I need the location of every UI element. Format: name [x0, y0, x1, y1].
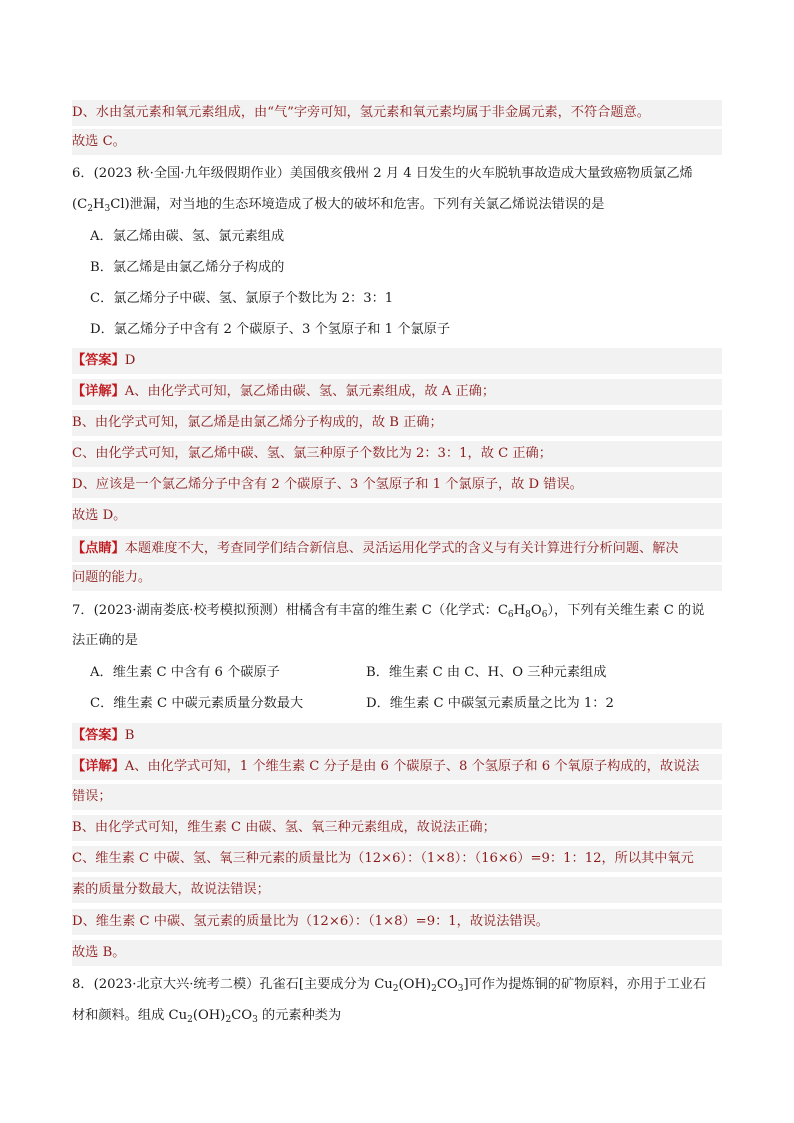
q6-detail-line1: 【详解】A、由化学式可知，氯乙烯由碳、氢、氯元素组成，故 A 正确；	[72, 379, 722, 405]
q6-detail-line4: D、应该是一个氯乙烯分子中含有 2 个碳原子、3 个氢原子和 1 个氯原子，故 D 错误。	[72, 472, 722, 498]
answer-tag: 【答案】	[72, 353, 125, 368]
q7-stem-line2: 法正确的是	[72, 633, 138, 648]
q6-stem-line2: $(C_2H_3Cl)$泄漏，对当地的生态环境造成了极大的破坏和危害。下列有关氯乙烯说法错误的是	[72, 197, 605, 214]
q6-stem-line1: 6．(2023 秋·全国·九年级假期作业）美国俄亥俄州 2 月 4 日发生的火车脱轨事故造成大量致癌物质氯乙烯	[72, 166, 693, 181]
q6-detail-line2: B、由化学式可知，氯乙烯是由氯乙烯分子构成的，故 B 正确；	[72, 410, 722, 436]
q6-option-c: C．氯乙烯分子中碳、氢、氯原子个数比为 2：3：1	[90, 291, 394, 306]
q7-conclusion: 故选 B。	[72, 940, 722, 966]
q7-option-a: A．维生素 C 中含有 6 个碳原子	[90, 665, 280, 680]
q7-detail-line6: D、维生素 C 中碳、氢元素的质量比为（12×6）：（1×8）=9：1，故说法错误。	[72, 909, 722, 935]
q7-detail-line3: B、由化学式可知，维生素 C 由碳、氢、氧三种元素组成，故说法正确；	[72, 815, 722, 841]
q8-stem-line1: 8．(2023·北京大兴·统考二模）孔雀石[主要成分为 $Cu_2(OH)_2CO_3$]可作为提炼铜的矿物原料，亦用于工业石	[72, 977, 707, 994]
prev-detail-line: D、水由氢元素和氧元素组成，由“气”字旁可知，氢元素和氧元素均属于非金属元素，不符合题意。	[72, 100, 722, 126]
q7-option-d: D．维生素 C 中碳氢元素质量之比为 1：2	[366, 696, 614, 711]
q7-detail-line2: 错误；	[72, 784, 722, 810]
comment-tag: 【点睛】	[72, 541, 125, 556]
q7-detail-line1: 【详解】A、由化学式可知，1 个维生素 C 分子是由 6 个碳原子、8 个氢原子和 6 个氧原子构成的，故说法	[72, 754, 722, 780]
detail-tag: 【详解】	[72, 384, 125, 399]
q7-answer: 【答案】B	[72, 723, 722, 749]
q7-detail-line4: C、维生素 C 中碳、氢、氧三种元素的质量比为（12×6）：（1×8）：（16×6）=9：1：12，所以其中氧元	[72, 846, 722, 872]
answer-tag: 【答案】	[72, 728, 125, 743]
q6-answer: 【答案】D	[72, 348, 722, 374]
q7-options-row1	[90, 660, 740, 686]
q7-option-b: B．维生素 C 由 C、H、O 三种元素组成	[366, 665, 607, 680]
q7-option-c: C．维生素 C 中碳元素质量分数最大	[90, 696, 304, 711]
q6-option-b: B．氯乙烯是由氯乙烯分子构成的	[90, 260, 285, 275]
q6-comment-line2: 问题的能力。	[72, 565, 722, 591]
q6-comment-line1: 【点睛】本题难度不大，考查同学们结合新信息、灵活运用化学式的含义与有关计算进行分析问题、解决	[72, 536, 722, 562]
q8-stem-line2: 材和颜料。组成 $Cu_2(OH)_2CO_3$ 的元素种类为	[72, 1008, 342, 1025]
q7-detail-line5: 素的质量分数最大，故说法错误；	[72, 877, 722, 903]
q7-options-row2	[90, 691, 740, 717]
q6-conclusion: 故选 D。	[72, 503, 722, 529]
q6-option-a: A．氯乙烯由碳、氢、氯元素组成	[90, 229, 285, 244]
q6-option-d: D．氯乙烯分子中含有 2 个碳原子、3 个氢原子和 1 个氯原子	[90, 322, 451, 337]
detail-tag: 【详解】	[72, 759, 125, 774]
prev-conclusion: 故选 C。	[72, 129, 722, 155]
q7-stem-line1: 7．(2023·湖南娄底·校考模拟预测）柑橘含有丰富的维生素 C（化学式：$C_6H_8O_6$），下列有关维生素 C 的说	[72, 603, 705, 620]
q6-detail-line3: C、由化学式可知，氯乙烯中碳、氢、氯三种原子个数比为 2：3：1，故 C 正确；	[72, 441, 722, 467]
